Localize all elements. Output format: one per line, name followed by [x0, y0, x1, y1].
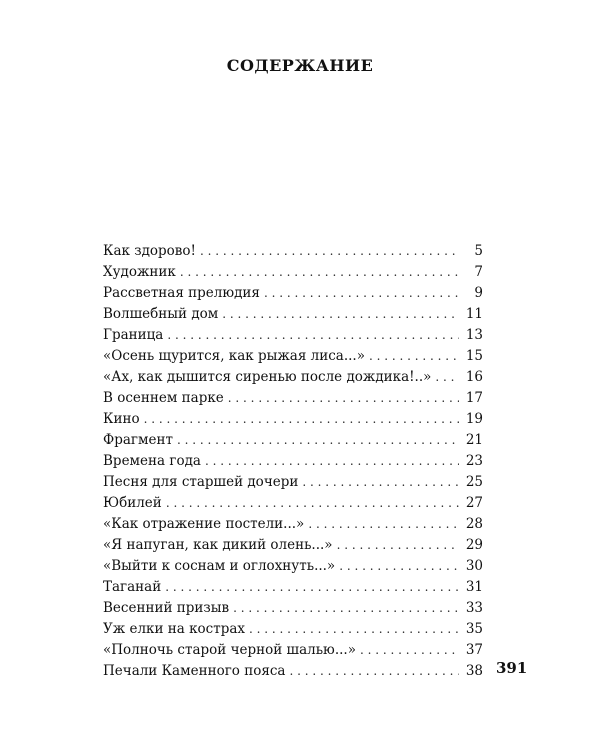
toc-entry-title: Граница [103, 327, 164, 343]
toc-entry-title: «Как отражение постели...» [103, 516, 305, 532]
toc-entry [103, 535, 483, 556]
dot-leader [180, 262, 459, 283]
dot-leader [228, 388, 459, 409]
dot-leader [233, 598, 459, 619]
toc-entry [103, 640, 483, 661]
toc-entry-title: Кино [103, 411, 140, 427]
toc-entry-page: 25 [465, 474, 483, 490]
toc-entry-page: 35 [465, 621, 483, 637]
toc-entry [103, 451, 483, 472]
toc-entry-page: 7 [474, 264, 483, 280]
dot-leader [369, 346, 459, 367]
dot-leader [264, 283, 459, 304]
toc-entry [103, 619, 483, 640]
toc-entry-page: 5 [474, 243, 483, 259]
toc-entry [103, 346, 483, 367]
toc-entry [103, 661, 483, 682]
toc-entry [103, 388, 483, 409]
toc-entry-title: В осеннем парке [103, 390, 224, 406]
toc-entry-page: 28 [465, 516, 483, 532]
toc-entry-title: «Полночь старой черной шалью...» [103, 642, 356, 658]
dot-leader [337, 535, 459, 556]
toc-entry-title: Художник [103, 264, 176, 280]
dot-leader [222, 304, 459, 325]
dot-leader [302, 472, 459, 493]
dot-leader [205, 451, 459, 472]
toc-entry-page: 33 [465, 600, 483, 616]
dot-leader [200, 241, 459, 262]
toc-entry-title: Рассветная прелюдия [103, 285, 260, 301]
toc-entry-page: 30 [465, 558, 483, 574]
dot-leader [339, 556, 459, 577]
toc-entry-title: «Выйти к соснам и оглохнуть...» [103, 558, 336, 574]
toc-entry-title: Песня для старшей дочери [103, 474, 299, 490]
toc-entry-page: 37 [465, 642, 483, 658]
toc-entry [103, 241, 483, 262]
toc-entry [103, 493, 483, 514]
toc-entry-page: 29 [465, 537, 483, 553]
toc-entry-page: 38 [465, 663, 483, 679]
toc-entry [103, 325, 483, 346]
toc-entry [103, 262, 483, 283]
toc-entry [103, 283, 483, 304]
dot-leader [167, 325, 459, 346]
toc-entry [103, 367, 483, 388]
dot-leader [435, 367, 459, 388]
dot-leader [166, 493, 459, 514]
toc-entry [103, 409, 483, 430]
toc-entry-page: 16 [465, 369, 483, 385]
dot-leader [177, 430, 459, 451]
toc-entry-page: 31 [465, 579, 483, 595]
dot-leader [289, 661, 459, 682]
toc-entry-title: Как здорово! [103, 243, 196, 259]
toc-entry [103, 430, 483, 451]
dot-leader [249, 619, 459, 640]
toc-entry-title: Весенний призыв [103, 600, 230, 616]
toc-entry-title: «Я напуган, как дикий олень...» [103, 537, 333, 553]
toc-entry-page: 21 [465, 432, 483, 448]
table-of-contents [103, 241, 483, 682]
toc-entry-title: «Ах, как дышится сиренью после дождика!..» [103, 369, 432, 385]
toc-entry-page: 11 [465, 306, 483, 322]
toc-entry-title: Юбилей [103, 495, 162, 511]
toc-entry-page: 27 [465, 495, 483, 511]
dot-leader [308, 514, 459, 535]
toc-entry-title: Фрагмент [103, 432, 173, 448]
dot-leader [360, 640, 459, 661]
toc-entry-page: 17 [465, 390, 483, 406]
toc-entry [103, 472, 483, 493]
toc-entry [103, 556, 483, 577]
toc-entry-title: Таганай [103, 579, 162, 595]
toc-entry [103, 598, 483, 619]
page-title: СОДЕРЖАНИЕ [226, 56, 374, 75]
toc-entry-title: «Осень щурится, как рыжая лиса...» [103, 348, 365, 364]
toc-entry-title: Волшебный дом [103, 306, 219, 322]
toc-entry [103, 304, 483, 325]
toc-entry-title: Времена года [103, 453, 201, 469]
toc-entry-title: Уж елки на кострах [103, 621, 245, 637]
page-number: 391 [496, 659, 528, 677]
toc-entry-title: Печали Каменного пояса [103, 663, 286, 679]
toc-entry-page: 9 [474, 285, 483, 301]
toc-entry-page: 23 [465, 453, 483, 469]
toc-entry-page: 19 [465, 411, 483, 427]
toc-entry [103, 577, 483, 598]
toc-entry [103, 514, 483, 535]
dot-leader [165, 577, 459, 598]
dot-leader [144, 409, 459, 430]
toc-entry-page: 13 [465, 327, 483, 343]
toc-entry-page: 15 [465, 348, 483, 364]
